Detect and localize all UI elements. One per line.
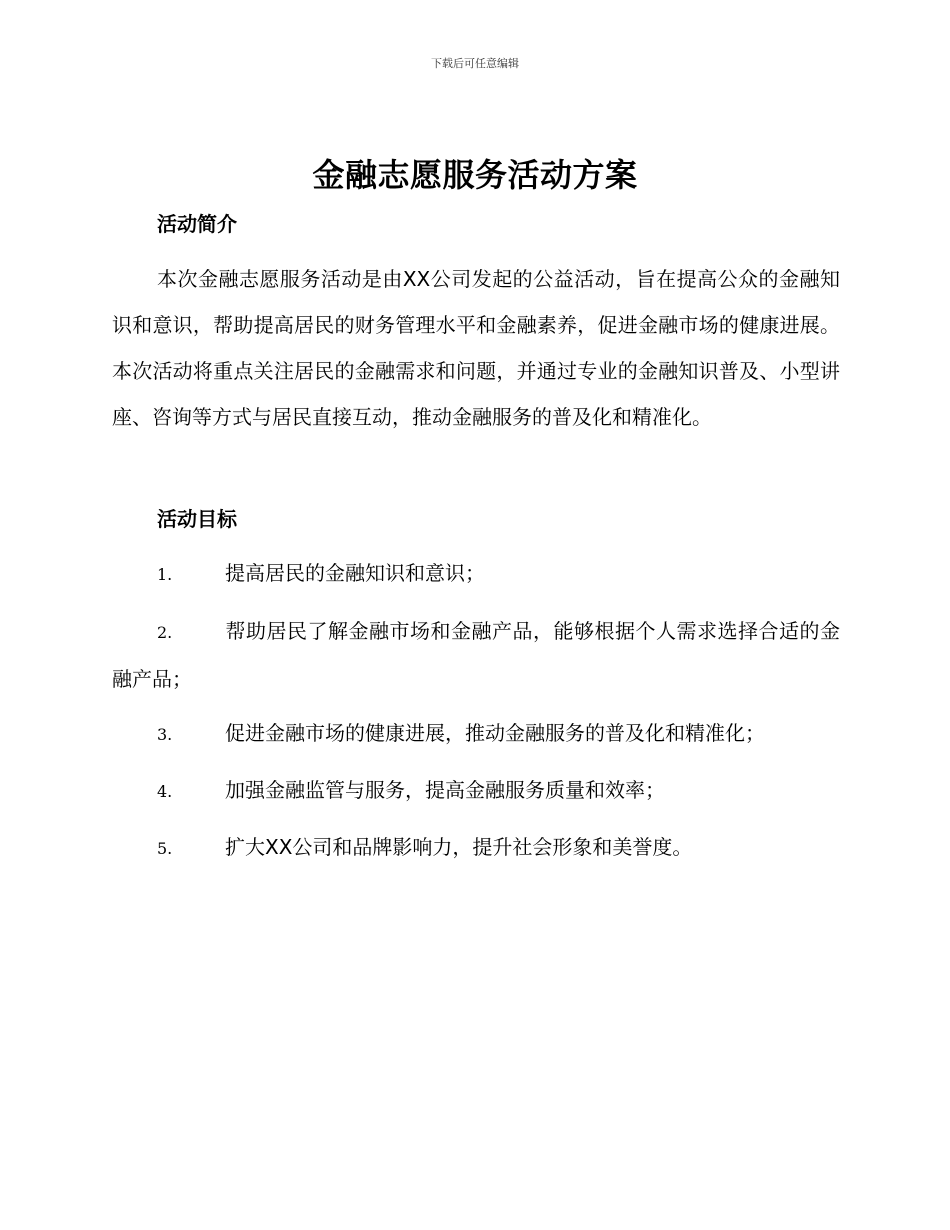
list-number: 1.: [157, 565, 173, 584]
intro-paragraph: 本次金融志愿服务活动是由XX公司发起的公益活动，旨在提高公众的金融知识和意识，帮助提高居民的财务管理水平和金融素养，促进金融市场的健康进展。本次活动将重点关注居民的金融需求和问题，并通过专业的金融知识普及、小型讲座、咨询等方式与居民直接互动，推动金融服务的普及化和精准化。: [112, 267, 840, 429]
list-number: 5.: [157, 839, 173, 858]
section-heading-intro: 活动简介: [157, 212, 237, 236]
goal-list-item: [112, 767, 840, 815]
goal-list-item: [112, 824, 840, 872]
list-number: 3.: [157, 725, 173, 744]
list-item-text: 提高居民的金融知识和意识；: [225, 561, 485, 585]
list-item-text: 加强金融监管与服务，提高金融服务质量和效率；: [225, 778, 665, 802]
section-heading-goals: 活动目标: [157, 507, 237, 531]
goal-list-item: [112, 550, 840, 598]
document-title: 金融志愿服务活动方案: [312, 156, 638, 194]
goal-list-item: [112, 608, 840, 702]
list-item-text: 帮助居民了解金融市场和金融产品，能够根据个人需求选择合适的金融产品；: [112, 619, 840, 691]
header-note: 下载后可任意编辑: [431, 57, 519, 70]
goal-list-item: [112, 710, 840, 758]
list-number: 4.: [157, 782, 173, 801]
list-item-text: 扩大XX公司和品牌影响力，提升社会形象和美誉度。: [225, 835, 693, 859]
list-number: 2.: [157, 623, 173, 642]
list-item-text: 促进金融市场的健康进展，推动金融服务的普及化和精准化；: [225, 721, 765, 745]
